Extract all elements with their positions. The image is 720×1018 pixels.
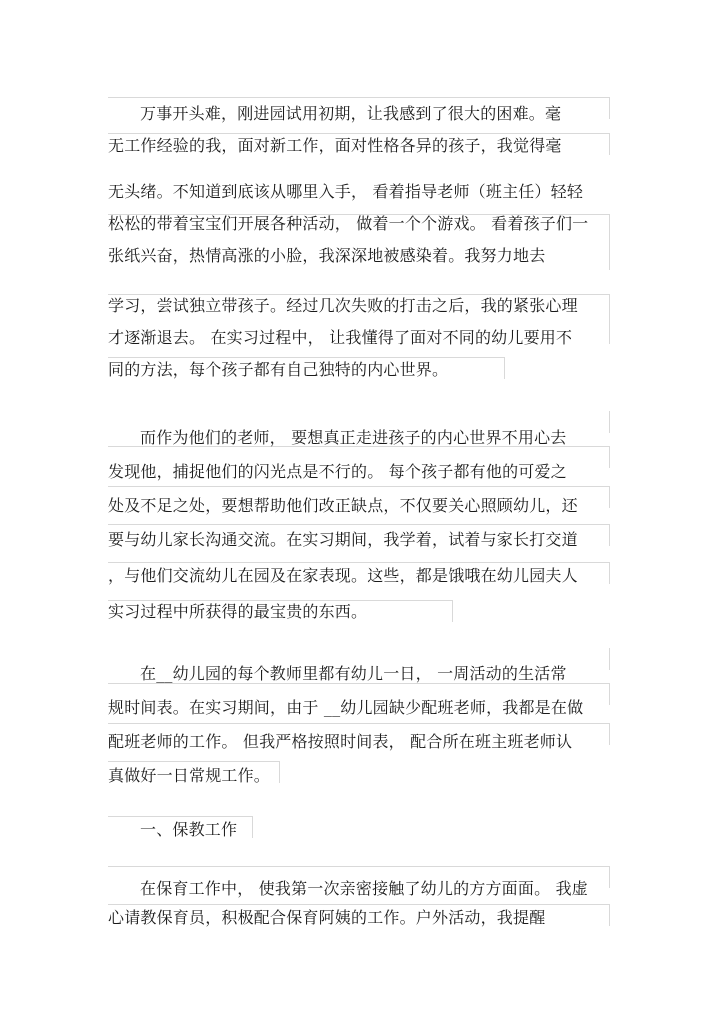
table-rule (609, 562, 610, 584)
paragraph-line: 配班老师的工作。 但我严格按照时间表， 配合所在班主班老师认 (108, 732, 573, 751)
paragraph-line: 要与幼儿家长沟通交流。在实习期间，我学着，试着与家长打交道 (108, 530, 578, 549)
table-rule (108, 816, 253, 817)
table-rule (108, 904, 610, 905)
paragraph-line: 张纸兴奋，热情高涨的小脸，我深深地被感染着。我努力地去 (108, 246, 546, 265)
table-rule (108, 562, 610, 563)
paragraph-line: 处及不足之处，要想帮助他们改正缺点，不仅要关心照顾幼儿，还 (108, 496, 578, 515)
paragraph-line: 无工作经验的我，面对新工作，面对性格各异的孩子，我觉得毫 (108, 136, 562, 155)
table-rule (609, 486, 610, 508)
table-rule (609, 904, 610, 926)
table-rule (609, 446, 610, 468)
table-rule (252, 816, 253, 838)
table-rule (108, 486, 610, 487)
table-rule (609, 97, 610, 119)
table-rule (609, 214, 610, 270)
table-rule (108, 97, 610, 98)
table-rule (108, 761, 280, 762)
paragraph-line: 才逐渐退去。 在实习过程中， 让我懂得了面对不同的幼儿要用不 (108, 328, 573, 347)
paragraph-line: 松松的带着宝宝们开展各种活动， 做着一个个游戏。 看着孩子们一 (108, 214, 589, 233)
paragraph-line: ，与他们交流幼儿在园及在家表现。这些，都是饿哦在幼儿园夫人 (108, 566, 578, 585)
table-rule (609, 411, 610, 433)
table-rule (609, 683, 610, 705)
table-rule (504, 357, 505, 379)
paragraph-line: 万事开头难，刚进园试用初期，让我感到了很大的困难。毫 (140, 104, 562, 123)
paragraph-line: 在__幼儿园的每个教师里都有幼儿一日， 一周活动的生活常 (140, 664, 567, 683)
table-rule (609, 294, 610, 344)
table-rule (609, 524, 610, 546)
paragraph-line: 真做好一日常规工作。 (108, 766, 271, 785)
table-rule (609, 866, 610, 888)
table-rule (609, 723, 610, 745)
paragraph-line: 发现他，捕捉他们的闪光点是不行的。 每个孩子都有他的可爱之 (108, 462, 567, 481)
table-rule (609, 133, 610, 155)
table-rule (279, 761, 280, 783)
paragraph-line: 无头绪。不知道到底该从哪里入手， 看着指导老师（班主任）轻轻 (108, 182, 584, 201)
table-rule (108, 723, 610, 724)
paragraph-line: 同的方法，每个孩子都有自己独特的内心世界。 (108, 360, 449, 379)
table-rule (452, 600, 453, 622)
paragraph-line: 学习，尝试独立带孩子。经过几次失败的打击之后，我的紧张心理 (108, 296, 578, 315)
table-rule (108, 524, 610, 525)
paragraph-line: 心请教保育员，积极配合保育阿姨的工作。户外活动，我提醒 (108, 908, 546, 927)
table-rule (108, 866, 610, 867)
paragraph-line: 在保育工作中， 使我第一次亲密接触了幼儿的方方面面。 我虚 (140, 879, 588, 898)
paragraph-line: 而作为他们的老师， 要想真正走进孩子的内心世界不用心去 (140, 428, 567, 447)
paragraph-line: 实习过程中所获得的最宝贵的东西。 (108, 602, 368, 621)
paragraph-line: 规时间表。在实习期间，由于 __幼儿园缺少配班老师，我都是在做 (108, 698, 584, 717)
table-rule (609, 648, 610, 670)
section-heading: 一、保教工作 (140, 820, 238, 839)
